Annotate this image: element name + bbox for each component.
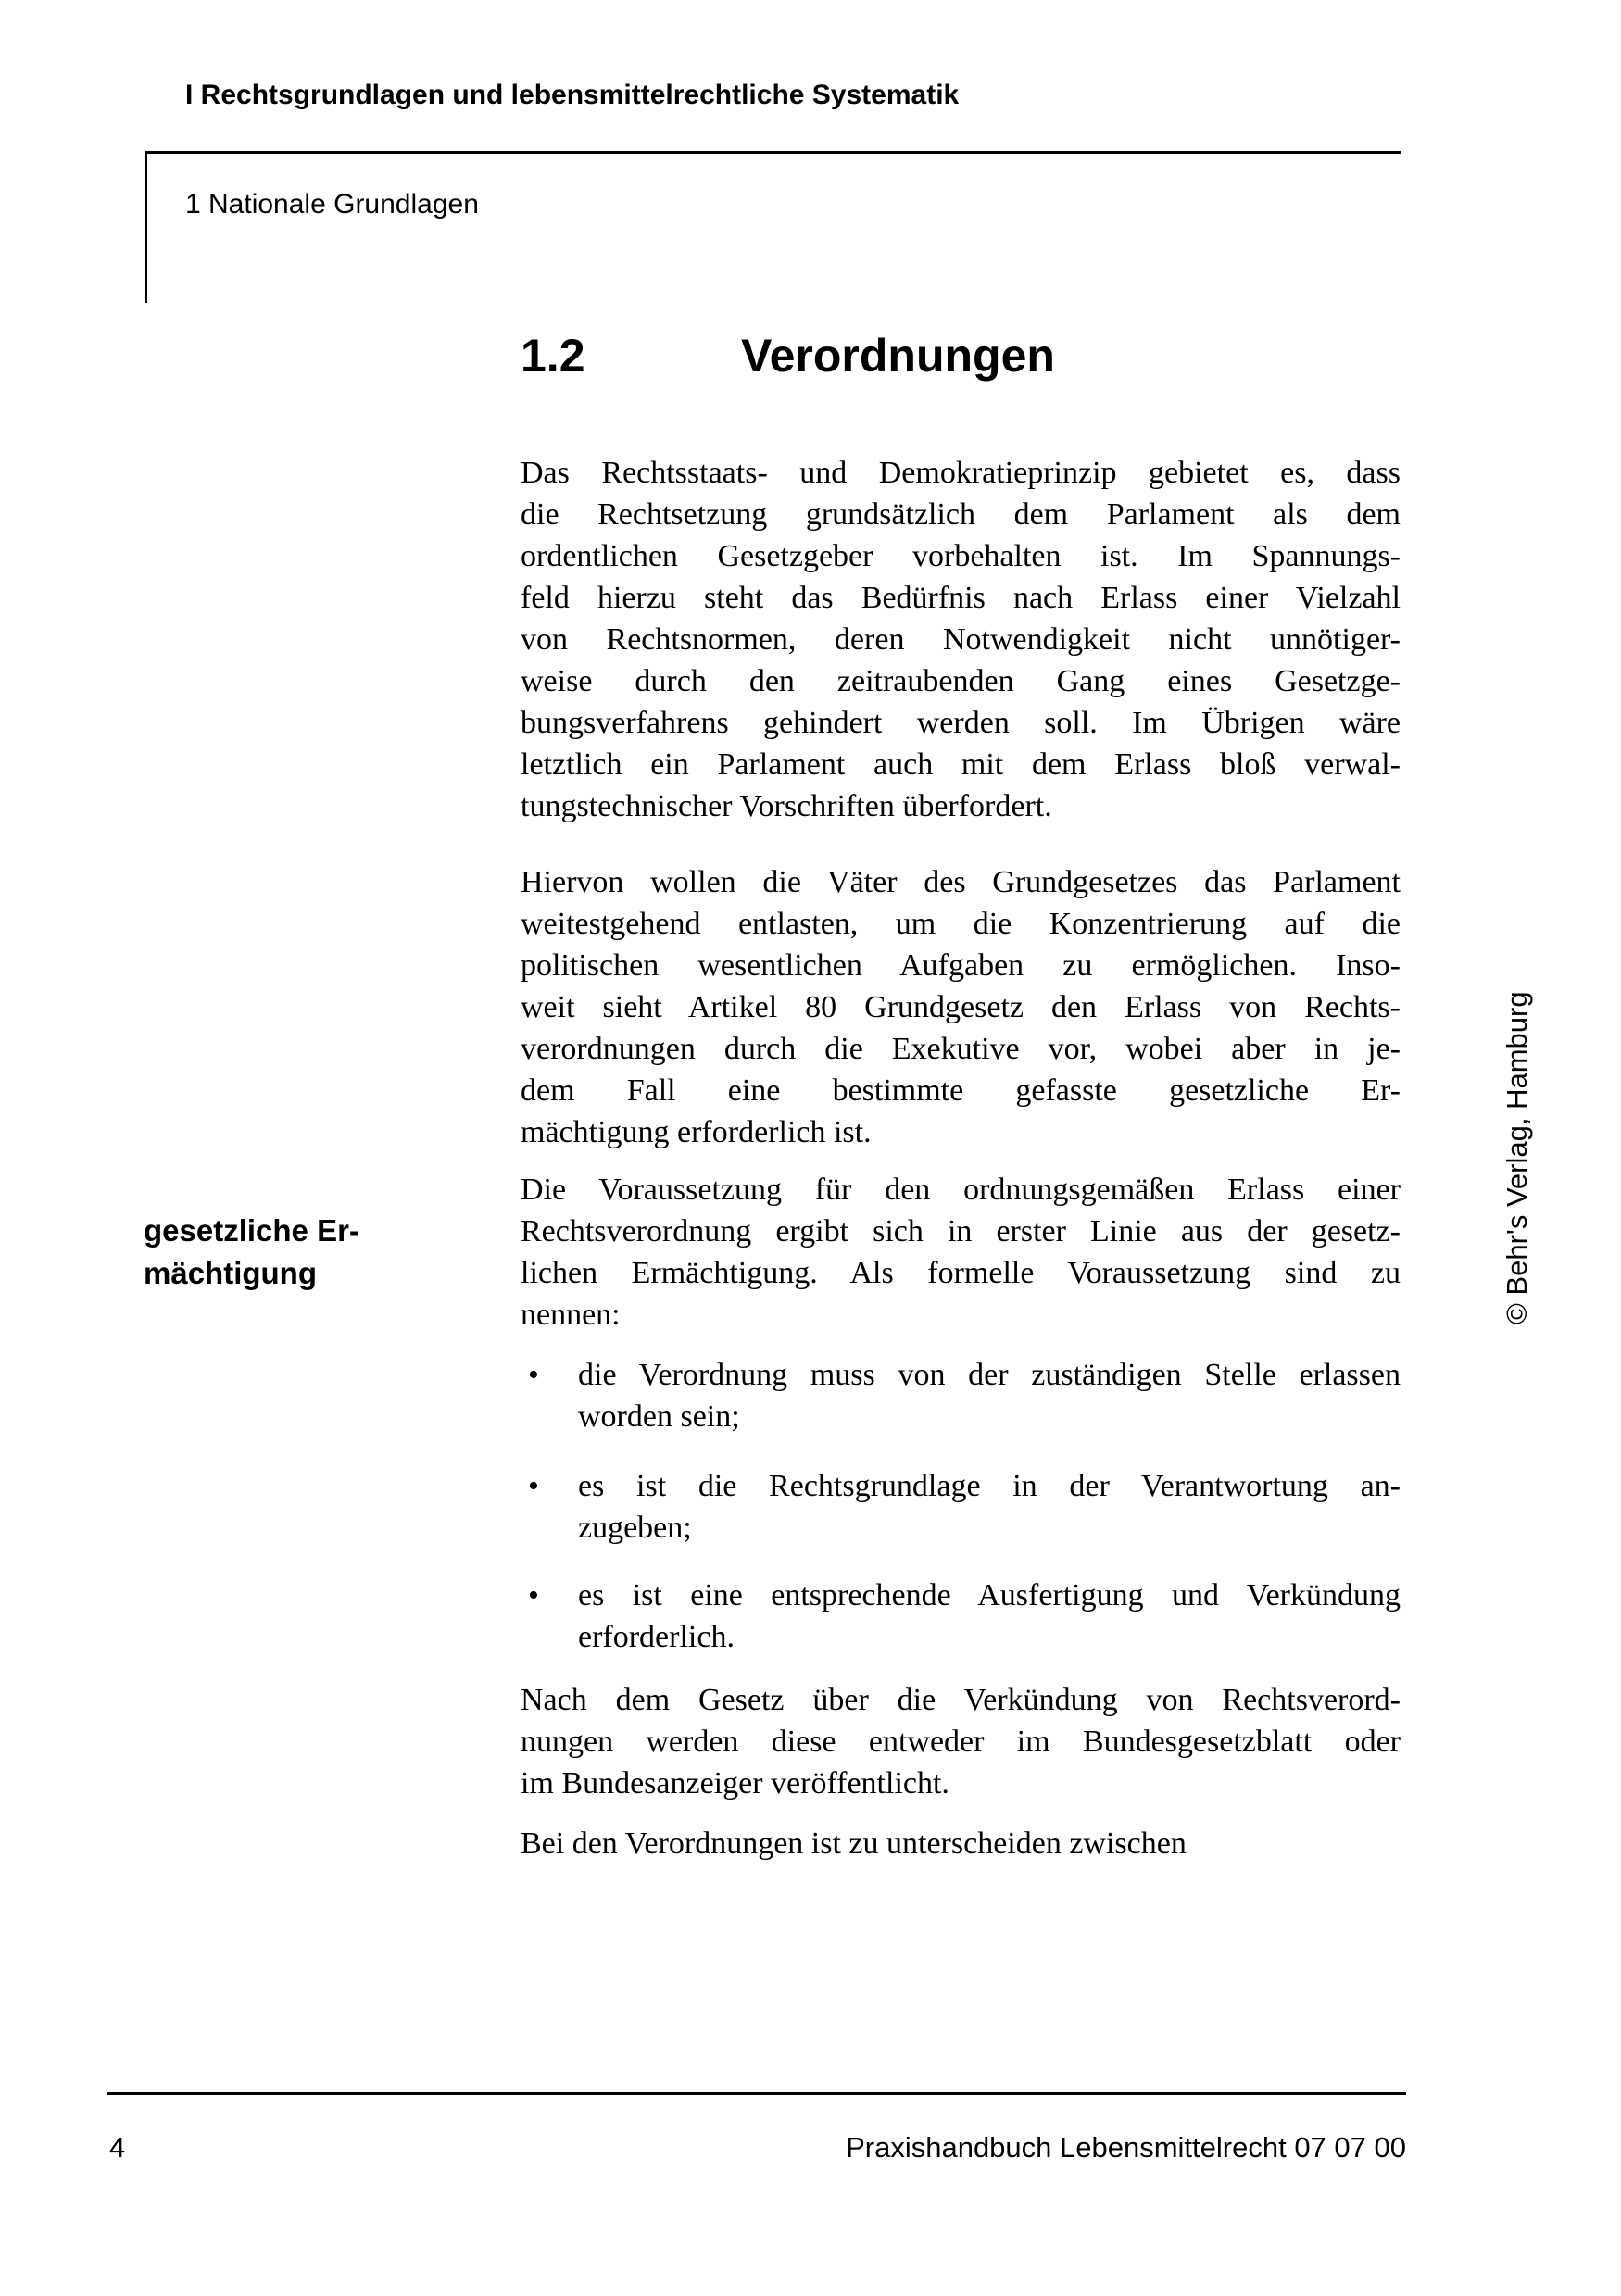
text-line: im Bundesanzeiger veröffentlicht.: [521, 1766, 949, 1800]
text-line: worden sein;: [578, 1399, 740, 1434]
margin-note-line: gesetzliche Er-: [144, 1213, 359, 1248]
page-number: 4: [109, 2131, 126, 2164]
text-line: mächtigung erforderlich ist.: [521, 1115, 872, 1149]
paragraph-1: [521, 452, 1401, 827]
paragraph-2: [521, 861, 1401, 1153]
copyright-sidebar: © Behr's Verlag, Hamburg: [1501, 991, 1533, 1324]
margin-note-line: mächtigung: [144, 1256, 317, 1290]
text-line: ordentlichen Gesetzgeber vorbehalten ist. Im Spannungs-: [521, 539, 1401, 573]
text-line: es ist die Rechtsgrundlage in der Verantwortung an-: [578, 1469, 1401, 1503]
paragraph-4: [521, 1679, 1401, 1804]
section-title: Verordnungen: [741, 330, 1055, 382]
bullet-item-3: [521, 1575, 1401, 1658]
text-line: Die Voraussetzung für den ordnungsgemäßen Erlass einer: [521, 1173, 1401, 1207]
text-line: lichen Ermächtigung. Als formelle Voraussetzung sind zu: [521, 1256, 1401, 1290]
text-line: nungen werden diese entweder im Bundesgesetzblatt oder: [521, 1725, 1401, 1759]
text-line: weise durch den zeitraubenden Gang eines Gesetzge-: [521, 664, 1401, 698]
paragraph-3: [521, 1169, 1401, 1336]
bullet-icon: •: [528, 1469, 539, 1503]
footer-rule: [107, 2092, 1406, 2095]
text-line: tungstechnischer Vorschriften überfordert.: [521, 789, 1052, 823]
text-line: Hiervon wollen die Väter des Grundgesetzes das Parlament: [521, 865, 1401, 899]
section-number: 1.2: [521, 330, 585, 382]
text-line: Nach dem Gesetz über die Verkündung von Rechtsverord-: [521, 1683, 1401, 1717]
bullet-icon: •: [528, 1358, 539, 1392]
margin-note: [144, 1210, 359, 1295]
text-line: nennen:: [521, 1298, 621, 1332]
text-line: Bei den Verordnungen ist zu unterscheiden zwischen: [521, 1826, 1187, 1861]
text-line: letztlich ein Parlament auch mit dem Erlass bloß verwal-: [521, 747, 1401, 782]
text-line: zugeben;: [578, 1511, 692, 1545]
bullet-icon: •: [528, 1578, 539, 1612]
text-line: politischen wesentlichen Aufgaben zu ermöglichen. Inso-: [521, 948, 1401, 983]
text-line: feld hierzu steht das Bedürfnis nach Erlass einer Vielzahl: [521, 581, 1401, 615]
running-header: I Rechtsgrundlagen und lebensmittelrechtliche Systematik: [185, 80, 960, 110]
text-line: dem Fall eine bestimmte gefasste gesetzliche Er-: [521, 1073, 1401, 1108]
bullet-item-2: [521, 1465, 1401, 1549]
text-line: Das Rechtsstaats- und Demokratieprinzip gebietet es, dass: [521, 456, 1401, 490]
text-line: von Rechtsnormen, deren Notwendigkeit nicht unnötiger-: [521, 622, 1401, 657]
text-line: erforderlich.: [578, 1620, 735, 1654]
text-line: es ist eine entsprechende Ausfertigung und Verkündung: [578, 1578, 1401, 1612]
bullet-item-1: [521, 1354, 1401, 1437]
text-line: verordnungen durch die Exekutive vor, wobei aber in je-: [521, 1032, 1401, 1066]
text-line: die Rechtsetzung grundsätzlich dem Parlament als dem: [521, 497, 1401, 532]
footer-book-title: Praxishandbuch Lebensmittelrecht 07 07 00: [846, 2131, 1406, 2164]
text-line: weitestgehend entlasten, um die Konzentrierung auf die: [521, 907, 1401, 941]
text-line: die Verordnung muss von der zuständigen Stelle erlassen: [578, 1358, 1401, 1392]
chapter-box-top-rule: [145, 151, 1401, 154]
text-line: weit sieht Artikel 80 Grundgesetz den Erlass von Rechts-: [521, 990, 1401, 1024]
text-line: Rechtsverordnung ergibt sich in erster Linie aus der gesetz-: [521, 1214, 1401, 1248]
text-line: bungsverfahrens gehindert werden soll. Im Übrigen wäre: [521, 706, 1401, 740]
paragraph-5: [521, 1823, 1401, 1864]
chapter-label: 1 Nationale Grundlagen: [185, 189, 479, 220]
chapter-box-left-rule: [145, 151, 147, 303]
